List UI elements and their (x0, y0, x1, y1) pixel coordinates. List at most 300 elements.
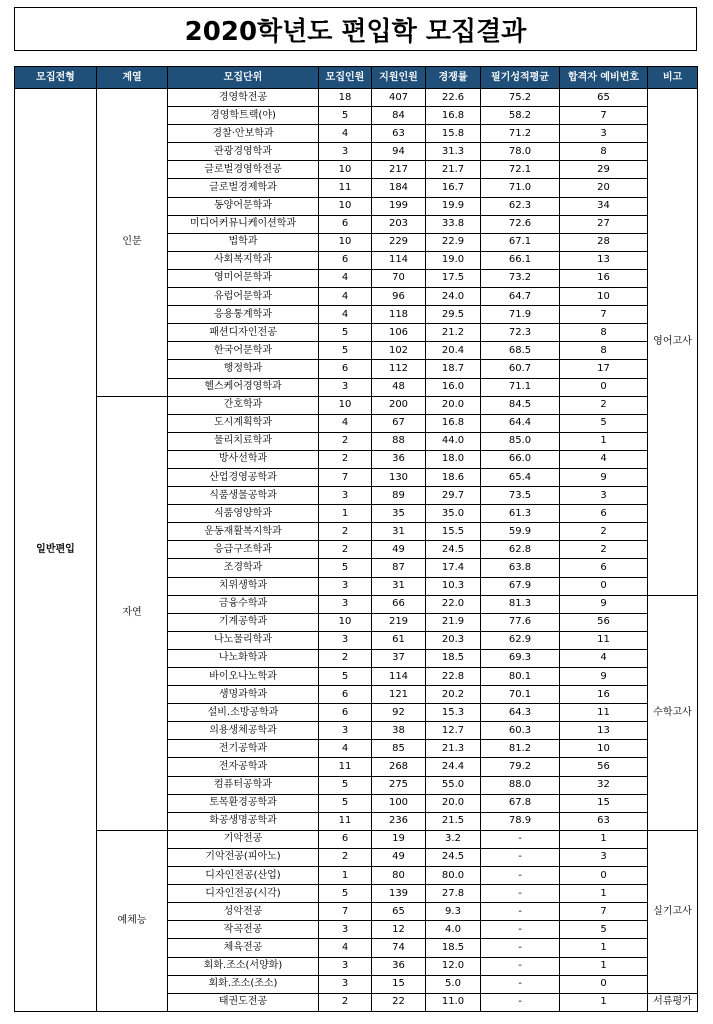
written-avg-cell: 71.1 (481, 378, 560, 396)
written-avg-cell: 66.1 (481, 251, 560, 269)
written-avg-cell: 78.0 (481, 143, 560, 161)
waitlist-cell: 32 (560, 776, 648, 794)
quota-cell: 6 (319, 830, 372, 848)
header-field: 계열 (97, 67, 168, 89)
competition-cell: 9.3 (426, 903, 481, 921)
competition-cell: 4.0 (426, 921, 481, 939)
competition-cell: 27.8 (426, 885, 481, 903)
field-cell: 예체능 (97, 830, 168, 1011)
applicants-cell: 139 (372, 885, 426, 903)
quota-cell: 11 (319, 179, 372, 197)
table-row (15, 830, 698, 848)
applicants-cell: 96 (372, 288, 426, 306)
waitlist-cell: 17 (560, 360, 648, 378)
header-written-avg: 필기성적평균 (481, 67, 560, 89)
waitlist-cell: 5 (560, 414, 648, 432)
unit-cell: 나노물리학과 (168, 631, 319, 649)
header-remarks: 비고 (648, 67, 698, 89)
competition-cell: 44.0 (426, 432, 481, 450)
waitlist-cell: 1 (560, 957, 648, 975)
quota-cell: 2 (319, 450, 372, 468)
unit-cell: 체육전공 (168, 939, 319, 957)
table-row (15, 89, 698, 107)
waitlist-cell: 8 (560, 324, 648, 342)
waitlist-cell: 27 (560, 215, 648, 233)
quota-cell: 4 (319, 414, 372, 432)
quota-cell: 5 (319, 107, 372, 125)
written-avg-cell: 85.0 (481, 432, 560, 450)
quota-cell: 6 (319, 704, 372, 722)
unit-cell: 컴퓨터공학과 (168, 776, 319, 794)
waitlist-cell: 2 (560, 541, 648, 559)
competition-cell: 22.6 (426, 89, 481, 107)
applicants-cell: 219 (372, 613, 426, 631)
applicants-cell: 66 (372, 595, 426, 613)
written-avg-cell: 72.3 (481, 324, 560, 342)
waitlist-cell: 11 (560, 704, 648, 722)
unit-cell: 운동재활복지학과 (168, 523, 319, 541)
unit-cell: 식품영양학과 (168, 505, 319, 523)
quota-cell: 3 (319, 595, 372, 613)
written-avg-cell: 67.9 (481, 577, 560, 595)
results-table (14, 66, 698, 1012)
remarks-cell: 서류평가 (648, 993, 698, 1011)
applicants-cell: 268 (372, 758, 426, 776)
quota-cell: 6 (319, 360, 372, 378)
unit-cell: 조경학과 (168, 559, 319, 577)
written-avg-cell: 66.0 (481, 450, 560, 468)
written-avg-cell: 64.3 (481, 704, 560, 722)
applicants-cell: 200 (372, 396, 426, 414)
unit-cell: 글로벌경제학과 (168, 179, 319, 197)
competition-cell: 35.0 (426, 505, 481, 523)
quota-cell: 5 (319, 559, 372, 577)
applicants-cell: 15 (372, 975, 426, 993)
header-competition: 경쟁률 (426, 67, 481, 89)
unit-cell: 전기공학과 (168, 740, 319, 758)
waitlist-cell: 1 (560, 830, 648, 848)
waitlist-cell: 29 (560, 161, 648, 179)
waitlist-cell: 4 (560, 649, 648, 667)
competition-cell: 19.0 (426, 251, 481, 269)
waitlist-cell: 9 (560, 668, 648, 686)
waitlist-cell: 3 (560, 125, 648, 143)
quota-cell: 4 (319, 939, 372, 957)
remarks-cell: 영어고사 (648, 89, 698, 596)
waitlist-cell: 1 (560, 993, 648, 1011)
unit-cell: 기계공학과 (168, 613, 319, 631)
header-admission-type: 모집전형 (15, 67, 97, 89)
applicants-cell: 48 (372, 378, 426, 396)
waitlist-cell: 6 (560, 559, 648, 577)
waitlist-cell: 0 (560, 975, 648, 993)
waitlist-cell: 2 (560, 396, 648, 414)
applicants-cell: 19 (372, 830, 426, 848)
applicants-cell: 184 (372, 179, 426, 197)
applicants-cell: 37 (372, 649, 426, 667)
written-avg-cell: 62.9 (481, 631, 560, 649)
quota-cell: 5 (319, 776, 372, 794)
written-avg-cell: - (481, 957, 560, 975)
written-avg-cell: 72.1 (481, 161, 560, 179)
written-avg-cell: 61.3 (481, 505, 560, 523)
written-avg-cell: 84.5 (481, 396, 560, 414)
competition-cell: 18.5 (426, 649, 481, 667)
unit-cell: 토목환경공학과 (168, 794, 319, 812)
unit-cell: 식품생물공학과 (168, 487, 319, 505)
competition-cell: 29.7 (426, 487, 481, 505)
unit-cell: 응용통계학과 (168, 306, 319, 324)
competition-cell: 18.0 (426, 450, 481, 468)
unit-cell: 전자공학과 (168, 758, 319, 776)
written-avg-cell: 67.8 (481, 794, 560, 812)
waitlist-cell: 10 (560, 288, 648, 306)
applicants-cell: 130 (372, 468, 426, 486)
applicants-cell: 87 (372, 559, 426, 577)
waitlist-cell: 9 (560, 468, 648, 486)
remarks-cell: 실기고사 (648, 830, 698, 993)
quota-cell: 2 (319, 649, 372, 667)
competition-cell: 80.0 (426, 867, 481, 885)
waitlist-cell: 1 (560, 939, 648, 957)
written-avg-cell: 60.3 (481, 722, 560, 740)
quota-cell: 4 (319, 306, 372, 324)
competition-cell: 20.2 (426, 686, 481, 704)
unit-cell: 도시계획학과 (168, 414, 319, 432)
waitlist-cell: 16 (560, 686, 648, 704)
quota-cell: 3 (319, 957, 372, 975)
quota-cell: 2 (319, 993, 372, 1011)
quota-cell: 18 (319, 89, 372, 107)
competition-cell: 12.7 (426, 722, 481, 740)
competition-cell: 18.5 (426, 939, 481, 957)
waitlist-cell: 20 (560, 179, 648, 197)
competition-cell: 24.0 (426, 288, 481, 306)
applicants-cell: 31 (372, 577, 426, 595)
applicants-cell: 22 (372, 993, 426, 1011)
applicants-cell: 61 (372, 631, 426, 649)
unit-cell: 간호학과 (168, 396, 319, 414)
waitlist-cell: 10 (560, 740, 648, 758)
waitlist-cell: 15 (560, 794, 648, 812)
quota-cell: 10 (319, 161, 372, 179)
unit-cell: 미디어커뮤니케이션학과 (168, 215, 319, 233)
competition-cell: 3.2 (426, 830, 481, 848)
competition-cell: 16.8 (426, 107, 481, 125)
quota-cell: 11 (319, 812, 372, 830)
unit-cell: 디자인전공(산업) (168, 867, 319, 885)
applicants-cell: 36 (372, 957, 426, 975)
competition-cell: 22.8 (426, 668, 481, 686)
applicants-cell: 67 (372, 414, 426, 432)
unit-cell: 경찰·안보학과 (168, 125, 319, 143)
waitlist-cell: 56 (560, 613, 648, 631)
quota-cell: 3 (319, 921, 372, 939)
competition-cell: 24.5 (426, 541, 481, 559)
written-avg-cell: 81.3 (481, 595, 560, 613)
competition-cell: 20.0 (426, 794, 481, 812)
quota-cell: 3 (319, 487, 372, 505)
waitlist-cell: 0 (560, 577, 648, 595)
written-avg-cell: 62.3 (481, 197, 560, 215)
unit-cell: 영미어문학과 (168, 269, 319, 287)
quota-cell: 10 (319, 197, 372, 215)
competition-cell: 20.0 (426, 396, 481, 414)
applicants-cell: 94 (372, 143, 426, 161)
applicants-cell: 121 (372, 686, 426, 704)
written-avg-cell: 78.9 (481, 812, 560, 830)
waitlist-cell: 1 (560, 885, 648, 903)
unit-cell: 한국어문학과 (168, 342, 319, 360)
competition-cell: 24.4 (426, 758, 481, 776)
competition-cell: 55.0 (426, 776, 481, 794)
competition-cell: 22.9 (426, 233, 481, 251)
competition-cell: 21.9 (426, 613, 481, 631)
quota-cell: 6 (319, 251, 372, 269)
quota-cell: 10 (319, 396, 372, 414)
applicants-cell: 118 (372, 306, 426, 324)
applicants-cell: 275 (372, 776, 426, 794)
applicants-cell: 65 (372, 903, 426, 921)
competition-cell: 31.3 (426, 143, 481, 161)
competition-cell: 20.3 (426, 631, 481, 649)
written-avg-cell: 63.8 (481, 559, 560, 577)
competition-cell: 15.5 (426, 523, 481, 541)
quota-cell: 4 (319, 269, 372, 287)
competition-cell: 17.5 (426, 269, 481, 287)
quota-cell: 6 (319, 215, 372, 233)
applicants-cell: 236 (372, 812, 426, 830)
written-avg-cell: 60.7 (481, 360, 560, 378)
applicants-cell: 49 (372, 848, 426, 866)
waitlist-cell: 11 (560, 631, 648, 649)
applicants-cell: 114 (372, 668, 426, 686)
unit-cell: 금융수학과 (168, 595, 319, 613)
competition-cell: 16.7 (426, 179, 481, 197)
written-avg-cell: - (481, 867, 560, 885)
competition-cell: 15.3 (426, 704, 481, 722)
waitlist-cell: 7 (560, 107, 648, 125)
quota-cell: 5 (319, 324, 372, 342)
unit-cell: 경영학전공 (168, 89, 319, 107)
applicants-cell: 106 (372, 324, 426, 342)
applicants-cell: 217 (372, 161, 426, 179)
table-row (15, 396, 698, 414)
waitlist-cell: 65 (560, 89, 648, 107)
written-avg-cell: - (481, 921, 560, 939)
written-avg-cell: 71.9 (481, 306, 560, 324)
applicants-cell: 88 (372, 432, 426, 450)
applicants-cell: 89 (372, 487, 426, 505)
unit-cell: 기악전공(피아노) (168, 848, 319, 866)
applicants-cell: 38 (372, 722, 426, 740)
competition-cell: 24.5 (426, 848, 481, 866)
competition-cell: 22.0 (426, 595, 481, 613)
waitlist-cell: 8 (560, 143, 648, 161)
applicants-cell: 407 (372, 89, 426, 107)
applicants-cell: 85 (372, 740, 426, 758)
waitlist-cell: 63 (560, 812, 648, 830)
quota-cell: 2 (319, 432, 372, 450)
waitlist-cell: 3 (560, 487, 648, 505)
unit-cell: 경영학트랙(야) (168, 107, 319, 125)
unit-cell: 회화.조소(서양화) (168, 957, 319, 975)
quota-cell: 4 (319, 125, 372, 143)
waitlist-cell: 6 (560, 505, 648, 523)
waitlist-cell: 13 (560, 722, 648, 740)
quota-cell: 1 (319, 867, 372, 885)
unit-cell: 물리치료학과 (168, 432, 319, 450)
competition-cell: 11.0 (426, 993, 481, 1011)
quota-cell: 3 (319, 975, 372, 993)
competition-cell: 29.5 (426, 306, 481, 324)
waitlist-cell: 8 (560, 342, 648, 360)
written-avg-cell: 71.0 (481, 179, 560, 197)
quota-cell: 6 (319, 686, 372, 704)
quota-cell: 2 (319, 541, 372, 559)
competition-cell: 18.7 (426, 360, 481, 378)
field-cell: 인문 (97, 89, 168, 397)
unit-cell: 디자인전공(시각) (168, 885, 319, 903)
written-avg-cell: 73.5 (481, 487, 560, 505)
unit-cell: 헬스케어경영학과 (168, 378, 319, 396)
written-avg-cell: - (481, 903, 560, 921)
competition-cell: 19.9 (426, 197, 481, 215)
written-avg-cell: 64.4 (481, 414, 560, 432)
written-avg-cell: 75.2 (481, 89, 560, 107)
unit-cell: 산업경영공학과 (168, 468, 319, 486)
written-avg-cell: - (481, 993, 560, 1011)
waitlist-cell: 16 (560, 269, 648, 287)
competition-cell: 21.3 (426, 740, 481, 758)
applicants-cell: 199 (372, 197, 426, 215)
quota-cell: 3 (319, 631, 372, 649)
competition-cell: 21.7 (426, 161, 481, 179)
competition-cell: 17.4 (426, 559, 481, 577)
written-avg-cell: 62.8 (481, 541, 560, 559)
written-avg-cell: - (481, 975, 560, 993)
header-waitlist: 합격자 예비번호 (560, 67, 648, 89)
unit-cell: 태권도전공 (168, 993, 319, 1011)
unit-cell: 치위생학과 (168, 577, 319, 595)
written-avg-cell: 67.1 (481, 233, 560, 251)
applicants-cell: 112 (372, 360, 426, 378)
applicants-cell: 114 (372, 251, 426, 269)
waitlist-cell: 3 (560, 848, 648, 866)
written-avg-cell: - (481, 830, 560, 848)
unit-cell: 성악전공 (168, 903, 319, 921)
unit-cell: 작곡전공 (168, 921, 319, 939)
admission-type-cell: 일반편입 (15, 89, 97, 1012)
unit-cell: 행정학과 (168, 360, 319, 378)
written-avg-cell: - (481, 939, 560, 957)
competition-cell: 15.8 (426, 125, 481, 143)
unit-cell: 동양어문학과 (168, 197, 319, 215)
quota-cell: 1 (319, 505, 372, 523)
quota-cell: 2 (319, 848, 372, 866)
written-avg-cell: 71.2 (481, 125, 560, 143)
quota-cell: 4 (319, 288, 372, 306)
header-unit: 모집단위 (168, 67, 319, 89)
header-applicants: 지원인원 (372, 67, 426, 89)
applicants-cell: 12 (372, 921, 426, 939)
quota-cell: 2 (319, 523, 372, 541)
unit-cell: 응급구조학과 (168, 541, 319, 559)
competition-cell: 18.6 (426, 468, 481, 486)
written-avg-cell: 70.1 (481, 686, 560, 704)
applicants-cell: 36 (372, 450, 426, 468)
quota-cell: 3 (319, 378, 372, 396)
unit-cell: 회화.조소(조소) (168, 975, 319, 993)
quota-cell: 3 (319, 722, 372, 740)
applicants-cell: 92 (372, 704, 426, 722)
quota-cell: 3 (319, 577, 372, 595)
written-avg-cell: 88.0 (481, 776, 560, 794)
competition-cell: 21.5 (426, 812, 481, 830)
competition-cell: 12.0 (426, 957, 481, 975)
waitlist-cell: 1 (560, 432, 648, 450)
applicants-cell: 70 (372, 269, 426, 287)
applicants-cell: 31 (372, 523, 426, 541)
unit-cell: 의용생체공학과 (168, 722, 319, 740)
written-avg-cell: - (481, 848, 560, 866)
field-cell: 자연 (97, 396, 168, 830)
applicants-cell: 100 (372, 794, 426, 812)
written-avg-cell: 79.2 (481, 758, 560, 776)
applicants-cell: 63 (372, 125, 426, 143)
applicants-cell: 74 (372, 939, 426, 957)
applicants-cell: 229 (372, 233, 426, 251)
written-avg-cell: 59.9 (481, 523, 560, 541)
header-row (15, 67, 698, 89)
unit-cell: 화공생명공학과 (168, 812, 319, 830)
applicants-cell: 35 (372, 505, 426, 523)
header-quota: 모집인원 (319, 67, 372, 89)
quota-cell: 11 (319, 758, 372, 776)
written-avg-cell: 58.2 (481, 107, 560, 125)
unit-cell: 설비.소방공학과 (168, 704, 319, 722)
unit-cell: 바이오나노학과 (168, 668, 319, 686)
applicants-cell: 102 (372, 342, 426, 360)
quota-cell: 5 (319, 668, 372, 686)
competition-cell: 16.0 (426, 378, 481, 396)
written-avg-cell: 69.3 (481, 649, 560, 667)
title-box (14, 7, 697, 51)
competition-cell: 5.0 (426, 975, 481, 993)
unit-cell: 기악전공 (168, 830, 319, 848)
unit-cell: 사회복지학과 (168, 251, 319, 269)
quota-cell: 3 (319, 143, 372, 161)
waitlist-cell: 7 (560, 306, 648, 324)
waitlist-cell: 2 (560, 523, 648, 541)
quota-cell: 10 (319, 233, 372, 251)
remarks-cell: 수학고사 (648, 595, 698, 830)
table-body (15, 89, 698, 1012)
written-avg-cell: 80.1 (481, 668, 560, 686)
unit-cell: 관광경영학과 (168, 143, 319, 161)
competition-cell: 20.4 (426, 342, 481, 360)
waitlist-cell: 4 (560, 450, 648, 468)
unit-cell: 방사선학과 (168, 450, 319, 468)
quota-cell: 4 (319, 740, 372, 758)
unit-cell: 글로벌경영학전공 (168, 161, 319, 179)
written-avg-cell: 73.2 (481, 269, 560, 287)
written-avg-cell: 68.5 (481, 342, 560, 360)
unit-cell: 유럽어문학과 (168, 288, 319, 306)
quota-cell: 5 (319, 885, 372, 903)
waitlist-cell: 28 (560, 233, 648, 251)
competition-cell: 33.8 (426, 215, 481, 233)
